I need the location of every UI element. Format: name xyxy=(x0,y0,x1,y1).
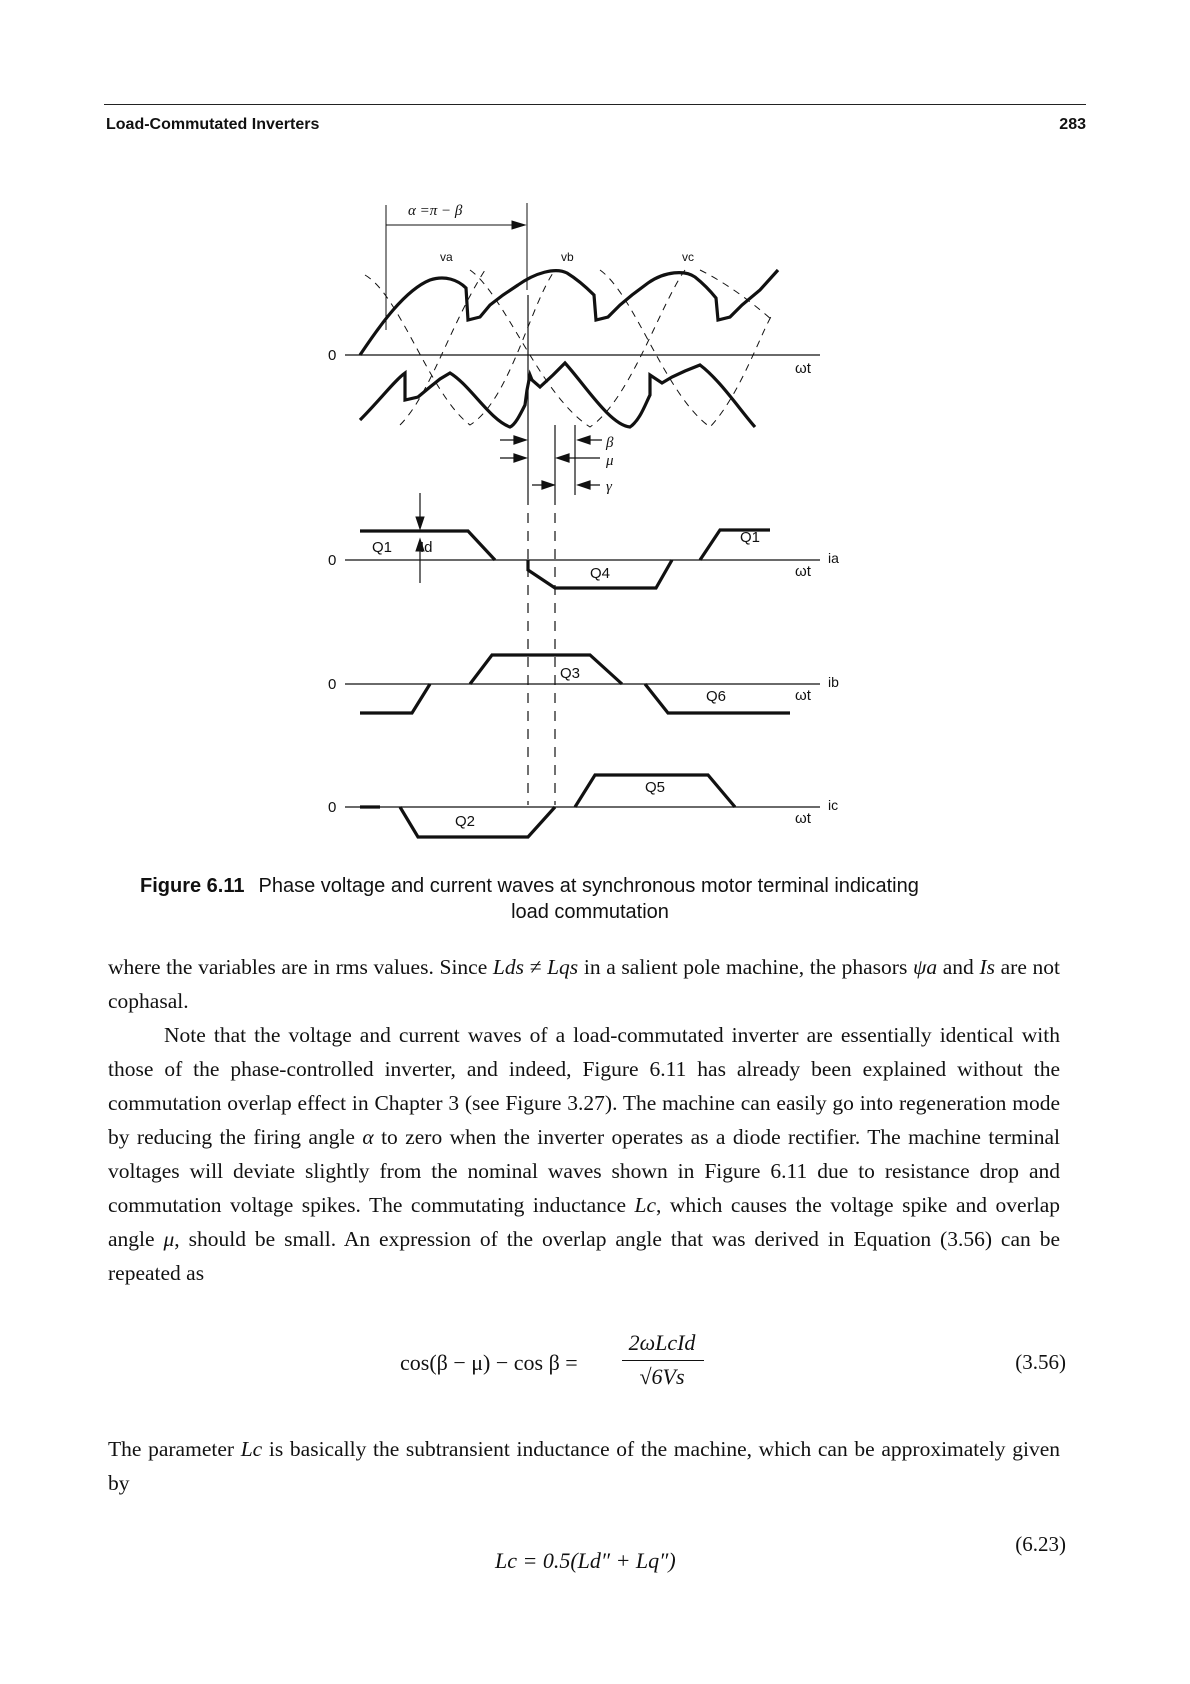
p1-text-c: and xyxy=(942,955,980,979)
terminal-voltage-lower xyxy=(360,363,755,427)
terminal-voltage-upper xyxy=(360,270,778,355)
zero-label-c: 0 xyxy=(328,799,337,816)
q4-label: Q4 xyxy=(590,565,611,582)
vc-label: vc xyxy=(682,250,694,264)
ia-label: ia xyxy=(828,550,839,566)
equation-6-23-number: (6.23) xyxy=(1015,1532,1066,1556)
omega-t-label-c: ωt xyxy=(795,810,811,827)
equation-6-23: Lc = 0.5(Ld″ + Lq″) xyxy=(495,1548,676,1573)
p3-text-a: The parameter xyxy=(108,1437,241,1461)
omega-t-label-a: ωt xyxy=(795,563,811,580)
q2-label: Q2 xyxy=(455,813,476,830)
q3-label: Q3 xyxy=(560,665,581,682)
q6-label: Q6 xyxy=(706,688,727,705)
omega-t-label-v: ωt xyxy=(795,360,811,377)
vb-label: vb xyxy=(561,250,574,264)
caption-text-1: Phase voltage and current waves at synchronous motor terminal indicating xyxy=(258,875,919,897)
p1-text-b: in a salient pole machine, the phasors xyxy=(578,955,913,979)
q1-label-a2: Q1 xyxy=(740,529,761,546)
p2-text-c: , which causes the voltage spike and overlap angle xyxy=(108,1193,1060,1251)
ic-label: ic xyxy=(828,797,839,813)
p1-text-a: where the variables are in rms values. Since xyxy=(108,955,493,979)
q5-label: Q5 xyxy=(645,779,666,796)
p2-text-b: to zero when the inverter operates as a diode rectifier. The machine terminal voltages will deviate slightly from the nominal waves shown in Figure 6.11 due to resistance drop and commutation voltage spikes. The commutating inductance xyxy=(108,1125,1060,1217)
header-rule xyxy=(104,104,1086,105)
equation-3-56-numerator: 2ωLcId xyxy=(628,1330,696,1355)
ic-waveform xyxy=(360,775,735,837)
alpha-label: α =π − β xyxy=(408,203,463,219)
p2-text-a: Note that the voltage and current waves of a load-commutated inverter are essentially identical with those of the phase-controlled inverter, and indeed, Figure 6.11 has already been explained without the commutation overlap effect in Chapter 3 (see Figure 3.27). The machine can easily go into regeneration mode by reducing the firing angle xyxy=(108,1023,1060,1149)
lc-symbol: Lc xyxy=(634,1193,656,1217)
p2-text-d: , should be small. An expression of the overlap angle that was derived in Equation (3.56) can be repeated as xyxy=(108,1227,1060,1285)
figure-6-11 xyxy=(0,195,1190,865)
is-symbol: Is xyxy=(979,955,995,979)
fraction-bar xyxy=(622,1360,704,1361)
p3-text-b: is basically the subtransient inductance of the machine, which can be approximately given by xyxy=(108,1437,1060,1495)
omega-t-label-b: ωt xyxy=(795,687,811,704)
equation-3-56-number: (3.56) xyxy=(1015,1350,1066,1374)
alpha-symbol: α xyxy=(362,1125,374,1149)
zero-label-a: 0 xyxy=(328,552,337,569)
gamma-label: γ xyxy=(606,479,612,495)
q1-label-a: Q1 xyxy=(372,539,393,556)
zero-label-v: 0 xyxy=(328,347,337,364)
beta-label: β xyxy=(606,435,614,451)
alpha-dimension xyxy=(386,203,527,330)
ib-label: ib xyxy=(828,674,839,690)
p1-text-d: are not cophasal. xyxy=(108,955,1061,1013)
caption-text-2: load commutation xyxy=(511,901,669,923)
paragraph-3 xyxy=(108,1432,1060,1500)
id-label: Id xyxy=(420,539,433,556)
paragraph-2 xyxy=(108,1018,1060,1290)
lds-neq-lqs: Lds ≠ Lqs xyxy=(492,955,579,979)
caption-label: Figure 6.11 xyxy=(140,875,245,897)
psi-a: ψa xyxy=(912,955,938,979)
running-header: Load-Commutated Inverters xyxy=(106,116,320,133)
paragraph-1 xyxy=(108,950,1060,1018)
va-label: va xyxy=(440,250,453,264)
equation-3-56-denominator: √6Vs xyxy=(639,1364,685,1389)
lc-symbol-2: Lc xyxy=(240,1437,263,1461)
figure-caption xyxy=(140,873,1040,925)
angle-markers xyxy=(500,295,602,495)
mu-label: μ xyxy=(606,453,614,469)
mu-symbol: μ xyxy=(163,1227,175,1251)
guide-lines xyxy=(528,495,555,805)
page-number: 283 xyxy=(1059,116,1086,133)
zero-label-b: 0 xyxy=(328,676,337,693)
equation-3-56-lhs: cos(β − μ) − cos β = xyxy=(400,1350,578,1375)
